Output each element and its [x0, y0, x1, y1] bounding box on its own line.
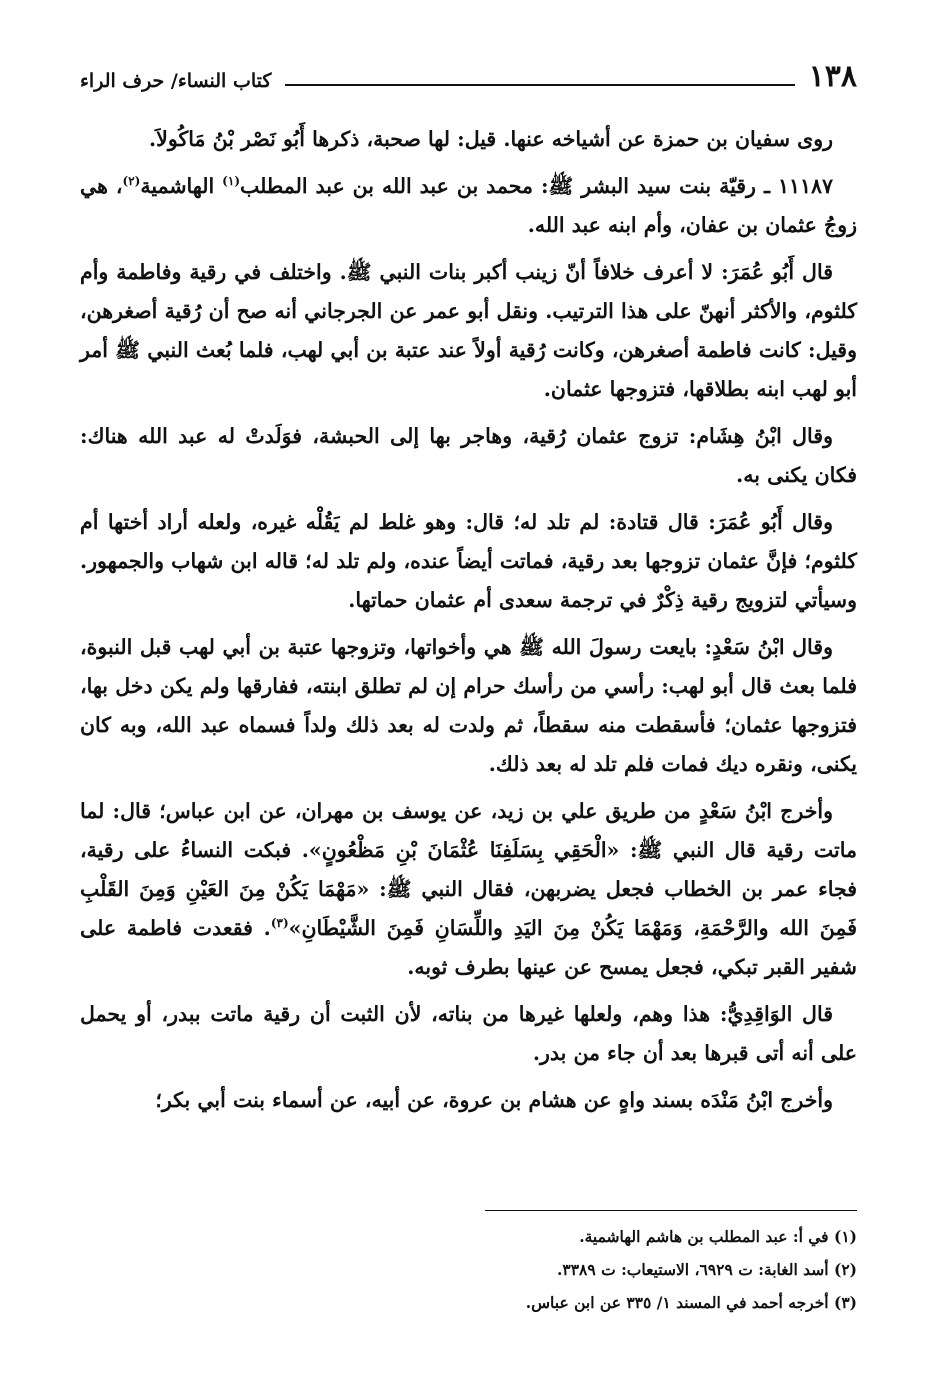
paragraph-6: وقال ابْنُ سَعْدٍ: بايعت رسولَ الله ﷺ هي وأخواتها، وتزوجها عتبة بن أبي لهب قبل النبوة، فلما بعث قال أبو لهب: رأسي من رأسك حرام إن لم تطلق ابنته، ففارقها ولم يكن دخل بها، فتزوجها عثمان؛ فأسقطت منه سقطاً، ثم ولدت له بعد ذلك ولداً فسماه عبد الله، وبه كان يكنى، ونقره ديك فمات فلم تلد له بعد ذلك. [80, 635, 857, 776]
page-body [80, 120, 857, 1128]
footnote-ref-2: (٢) [122, 174, 141, 189]
footnote-2: (٢) أسد الغابة: ت ٦٩٢٩، الاستيعاب: ت ٣٣٨٩. [556, 1260, 857, 1279]
paragraph-1: روى سفيان بن حمزة عن أشياخه عنها. قيل: لها صحبة، ذكرها أَبُو نَصْر بْنُ مَاكُولاَ. [149, 127, 833, 151]
footnote-1: (١) في أ: عبد المطلب بن هاشم الهاشمية. [579, 1227, 857, 1246]
paragraph-8: قال الوَاقِدِيُّ: هذا وهم، ولعلها غيرها من بناته، لأن الثبت أن رقية ماتت ببدر، أو يحمل على أنه أتى قبرها بعد أن جاء من بدر. [80, 1002, 857, 1065]
page-header [80, 52, 857, 92]
paragraph-7-text-a: وأخرج ابْنُ سَعْدٍ من طريق علي بن زيد، عن يوسف بن مهران، عن ابن عباس؛ قال: لما ماتت رقية قال النبي ﷺ: «الْحَقِي بِسَلَفِنَا عُثْمَانَ بْنِ مَظْعُونٍ». فبكت النساءُ على رقية، فجاء عمر بن الخطاب فجعل يضربهن، فقال النبي ﷺ: «مَهْمَا يَكُنْ مِنَ العَيْنِ وَمِنَ القَلْبِ فَمِنَ الله والرَّحْمَةِ، وَمَهْمَا يَكُنْ مِنَ اليَدِ واللِّسَانِ فَمِنَ الشَّيْطَانِ» [80, 799, 857, 940]
entry-paragraph [80, 167, 857, 245]
paragraph-5: وقال أَبُو عُمَرَ: قال قتادة: لم تلد له؛ قال: وهو غلط لم يَقُلْه غيره، ولعله أراد أختها أم كلثوم؛ فإنَّ عثمان تزوجها بعد رقية، فماتت أيضاً عنده، ولم تلد له؛ قاله ابن شهاب والجمهور. وسيأتي لتزويج رقية ذِكْرٌ في ترجمة سعدى أم عثمان حماتها. [80, 510, 857, 612]
footnotes [80, 1220, 857, 1319]
footnote-ref-3: (٣) [270, 916, 289, 931]
paragraph-3: قال أَبُو عُمَرَ: لا أعرف خلافاً أنّ زينب أكبر بنات النبي ﷺ. واختلف في رقية وفاطمة وأم كلثوم، والأكثر أنهنّ على هذا الترتيب. ونقل أبو عمر عن الجرجاني أنه صح أن رُقية أصغرهن، وقيل: كانت فاطمة أصغرهن، وكانت رُقية أولاً عند عتبة بن أبي لهب، فلما بُعث النبي ﷺ أمر أبو لهب ابنه بطلاقها، فتزوجها عثمان. [80, 260, 857, 401]
footnote-rule [485, 1210, 857, 1211]
entry-text-b: ، هي زوجُ عثمان بن عفان، وأم ابنه عبد الله. [80, 174, 857, 237]
paragraph-7-text-b: . فقعدت فاطمة على شفير القبر تبكي، فجعل يمسح عن عينها بطرف ثوبه. [80, 916, 857, 979]
page-number: ١٣٨ [808, 59, 857, 94]
entry-name: ـ رقيّة بنت سيد البشر ﷺ: محمد بن عبد الله بن عبد المطلب [240, 174, 770, 198]
entry-text-a: الهاشمية [140, 174, 215, 198]
paragraph-4: وقال ابْنُ هِشَام: تزوج عثمان رُقية، وهاجر بها إلى الحبشة، فوَلَدتْ له عبد الله هناك: فكان يكنى به. [80, 424, 857, 487]
footnote-ref-1: (١) [222, 174, 240, 189]
running-title: كتاب النساء/ حرف الراء [80, 70, 272, 92]
paragraph-7 [80, 792, 857, 987]
entry-number: ١١١٨٧ [777, 174, 834, 198]
paragraph-9: وأخرج ابْنُ مَنْدَه بسند واهٍ عن هشام بن عروة، عن أبيه، عن أسماء بنت أبي بكر؛ [155, 1088, 833, 1112]
header-rule [285, 84, 794, 86]
footnote-3: (٣) أخرجه أحمد في المسند ١/ ٣٣٥ عن ابن عباس. [525, 1293, 857, 1312]
